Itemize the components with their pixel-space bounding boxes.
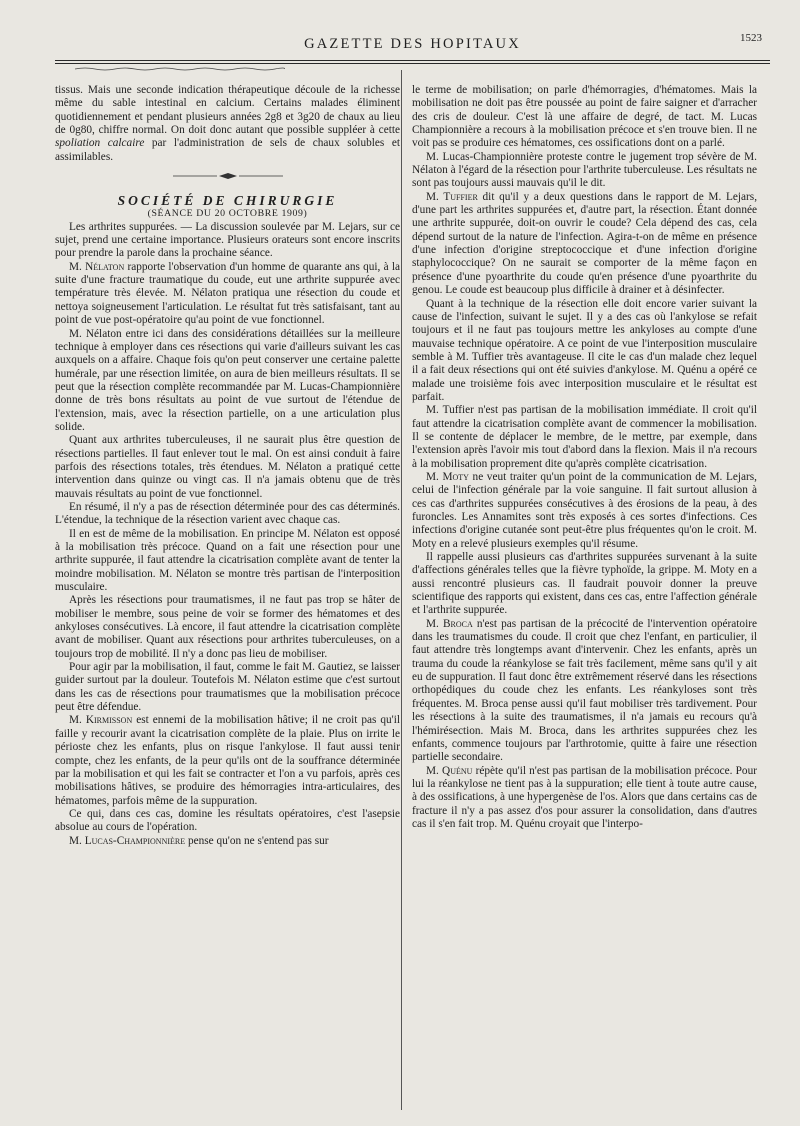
paragraph: le terme de mobilisation; on parle d'hémorragies, d'hématomes. Mais la mobilisation ne doit pas être poussée au point de faire saigner et d'arracher des cris de douleur. C'est là une affaire de degré, de tact. M. Lucas Championnière a recours à la mobilisation précoce et s'en trouve bien. Il ne voit pas se produire ces hématomes, ces ossifications dont on a parlé.: [412, 84, 757, 150]
paragraph: En résumé, il n'y a pas de résection déterminée pour des cas déterminés. L'étendue, la technique de la résection varient avec chaque cas.: [55, 500, 400, 527]
speaker-name: M. Quénu: [426, 764, 473, 777]
paragraph: Les arthrites suppurées. — La discussion soulevée par M. Lejars, sur ce sujet, prend une certaine importance. Plusieurs orateurs sont encore inscrits pour prendre la parole dans la prochaine séance.: [55, 220, 400, 260]
paragraph: Après les résections pour traumatismes, il ne faut pas trop se hâter de mobiliser le membre, sous peine de voir se former des hématomes et des ankyloses consécutives. Là encore, il faut attendre la cicatrisation complète avant de mobiliser. Quant aux résections pour arthrites tuberculeuses, on a toujours trop de mobilité. Il n'y a donc pas lieu de mobiliser.: [55, 594, 400, 660]
right-column: [412, 84, 757, 831]
header-rule-thin: [55, 63, 770, 64]
speaker-name: M. Tuffier: [426, 190, 478, 203]
paragraph: M. Nélaton rapporte l'observation d'un homme de quarante ans qui, à la suite d'une fracture traumatique du coude, eut une arthrite suppurée avec température très élevée. M. Nélaton pratiqua une résection du coude et nettoya soigneusement l'articulation. Le résultat fut très satisfaisant, tant au point de vue post-opératoire qu'au point de vue fonctionnel.: [55, 260, 401, 327]
paragraph: Quant aux arthrites tuberculeuses, il ne saurait plus être question de résections partielles. Il faut enlever tout le mal. On est ainsi conduit à faire parfois des résections totales, très étendues. M. Nélaton a pratiqué cette intervention dans quinze ou vingt cas. Il n'a jamais obtenu que de très mauvais résultats au point de vue fonctionnel.: [55, 434, 400, 500]
speaker-name: M. Kirmisson: [69, 714, 133, 727]
paragraph: Il en est de même de la mobilisation. En principe M. Nélaton est opposé à la mobilisation très précoce. Quand on a fait une résection pour une arthrite suppurée, il faut attendre la cicatrisation complète avant de tenter la moindre mobilisation. M. Nélaton se montre très partisan de l'interposition musculaire.: [55, 527, 400, 594]
paragraph: M. Quénu répète qu'il n'est pas partisan de la mobilisation précoce. Pour lui la réankylose ne tient pas à la suppuration; elle tient à toute autre cause, à des ossifications, à une hypergenèse de l'os. Alors que dans certains cas de fracture il n'y a pas assez d'os pour assurer la consolidation, dans d'autres cas il s'en fait trop. M. Quénu croyait que l'interpo-: [412, 764, 757, 830]
section-subtitle: (SÉANCE DU 20 OCTOBRE 1909): [147, 208, 308, 220]
section-ornament: [173, 172, 283, 180]
paragraph: M. Kirmisson est ennemi de la mobilisation hâtive; il ne croit pas qu'il faille y recourir avant la cicatrisation complète de la plaie. Plus on irrite le périoste chez les enfants, plus on risque l'ankylose. Il faut aussi tenir compte, chez les enfants, de la peur qu'ils ont de la souffrance déterminée par la mobilisation et qui les fait se contracter et l'on a vu parfois, après ces mobilisations hâtives, se produire des hémorragies intra-articulaires, des hématomes, parfois même de la suppuration.: [55, 714, 400, 807]
paragraph: M. Lucas-Championnière proteste contre le jugement trop sévère de M. Nélaton à l'égard de la résection pour l'arthrite tuberculeuse. Les résultats ne sont pas toujours aussi mauvais qu'il le dit.: [412, 150, 757, 190]
paragraph: M. Moty ne veut traiter qu'un point de la communication de M. Lejars, celui de l'infection générale par la voie sanguine. Il fait surtout allusion à ces cas d'arthrites suppurées consécutives à des érosions de la peau, à des furoncles. Les Annamites sont très exposés à ces sortes d'infections. Ces infections d'origine cutanée sont peut-être plus fréquentes qu'on le croit. M. Moty en a relevé plusieurs exemples qu'il résume.: [412, 470, 757, 550]
paragraph: Ce qui, dans ces cas, domine les résultats opératoires, c'est l'asepsie absolue au cours de l'opération.: [55, 807, 400, 834]
left-column: [55, 84, 400, 848]
column-divider: [401, 70, 402, 1110]
header-rule-thick: [55, 60, 770, 61]
paragraph: M. Broca n'est pas partisan de la précocité de l'intervention opératoire dans les traumatismes du coude. Il croit que chez l'enfant, en particulier, il faut attendre très longtemps avant d'intervenir. Chez les enfants, après un trauma du coude la réankylose se fait très facilement, même sans qu'il y ait eu de suppuration. Il faut donc être extrêmement réservé dans les résections orthopédiques du coude chez les enfants. Les réankyloses sont très fréquentes. M. Broca pense aussi qu'il faut mobiliser très tardivement. Pour les résections à la suite des traumatismes, il n'a jamais eu recours qu'à l'hémirésection. Mais M. Broca, dans les arthrites suppurées chez les enfants, commence toujours par l'arthrotomie, quitte à faire une résection partielle secondaire.: [412, 617, 757, 764]
paragraph: Quant à la technique de la résection elle doit encore varier suivant la cause de l'infection, suivant le sujet. Il y a des cas où l'ankylose se refait toujours et il ne faut pas toujours mettre les ankyloses au compte d'une mauvaise technique opératoire. A ce point de vue l'interposition musculaire semble à M. Tuffier très avantageuse. Il cite le cas d'un malade chez lequel il a fait deux résections qui ont été suivies d'ankylose. M. Quénu a opéré ce malade une troisième fois avec interposition musculaire et le résultat est parfait.: [412, 297, 757, 403]
header-wavy-rule: [75, 67, 285, 71]
journal-title: GAZETTE DES HOPITAUX: [304, 36, 521, 52]
section-title: SOCIÉTÉ DE CHIRURGIE: [117, 193, 338, 209]
paragraph: Il rappelle aussi plusieurs cas d'arthrites suppurées survenant à la suite d'affections générales telles que la fièvre typhoïde, la grippe. M. Moty en a aussi rencontré plusieurs cas. Il faudrait pouvoir donner la preuve scientifique des rapports qui existent, dans ces cas, entre l'affection générale et l'arthrite suppurée.: [412, 551, 757, 617]
intro-italic: spoliation calcaire: [55, 137, 145, 150]
speaker-name: M. Broca: [426, 617, 473, 630]
intro-paragraph: tissus. Mais une seconde indication thérapeutique découle de la richesse même du sable intestinal en calcium. Certains malades éliminent quotidiennement et pendant plusieurs années 2g8 et 3g20 de chaux au lieu de 0g80, chiffre normal. On doit donc autant que possible suppléer à cette spoliation calcaire par l'administration de sels de chaux solubles et assimilables.: [55, 84, 400, 163]
page-header: [55, 30, 770, 64]
speaker-name: M. Nélaton: [69, 260, 125, 273]
paragraph: M. Nélaton entre ici dans des considérations détaillées sur la meilleure technique à employer dans ces résections qui varie d'ailleurs suivant les cas auxquels on a affaire. Chaque fois qu'on peut conserver une certaine palette humérale, par une résection limitée, on aura de bien meilleurs résultats. Il se peut que la résection complète recommandée par M. Lucas-Championnière donne de très bons résultats au point de vue surtout de l'étendue de l'extension, mais, avec la résection partielle, on a une articulation plus solide.: [55, 327, 400, 433]
paragraph: M. Tuffier dit qu'il y a deux questions dans le rapport de M. Lejars, d'une part les arthrites suppurées et, d'autre part, la résection. Étant donnée une arthrite suppurée, doit-on ouvrir le coude? Cela dépend des cas, cela dépend surtout de la nature de l'infection. Agira-t-on de même en présence d'une infection d'origine streptococcique et d'une infection d'origine staphylococcique? On ne saurait se comporter de la même façon en présence d'une pyoarthrite du coude qu'en présence d'une pyoarthrite du genou. Le coude est beaucoup plus difficile à drainer et à désinfecter.: [412, 190, 758, 297]
paragraph: M. Lucas-Championnière pense qu'on ne s'entend pas sur: [69, 834, 329, 847]
paragraph: Pour agir par la mobilisation, il faut, comme le fait M. Gautiez, se laisser guider surtout par la douleur. Toutefois M. Nélaton estime que c'est surtout dans les cas de résections pour traumatismes que la mobilisation précoce peut être défendue.: [55, 661, 400, 714]
paragraph: M. Tuffier n'est pas partisan de la mobilisation immédiate. Il croit qu'il faut attendre la cicatrisation complète avant de commencer la mobilisation. Il se contente de déplacer le membre, de le mettre, par exemple, dans l'extension après l'avoir mis tout d'abord dans la flexion. Mais il n'a recours à la mobilisation proprement dite qu'après complète cicatrisation.: [412, 404, 757, 470]
speaker-name: M. Lucas-Championnière: [69, 834, 186, 847]
page-number: 1523: [740, 32, 762, 44]
speaker-name: M. Moty: [426, 470, 469, 483]
